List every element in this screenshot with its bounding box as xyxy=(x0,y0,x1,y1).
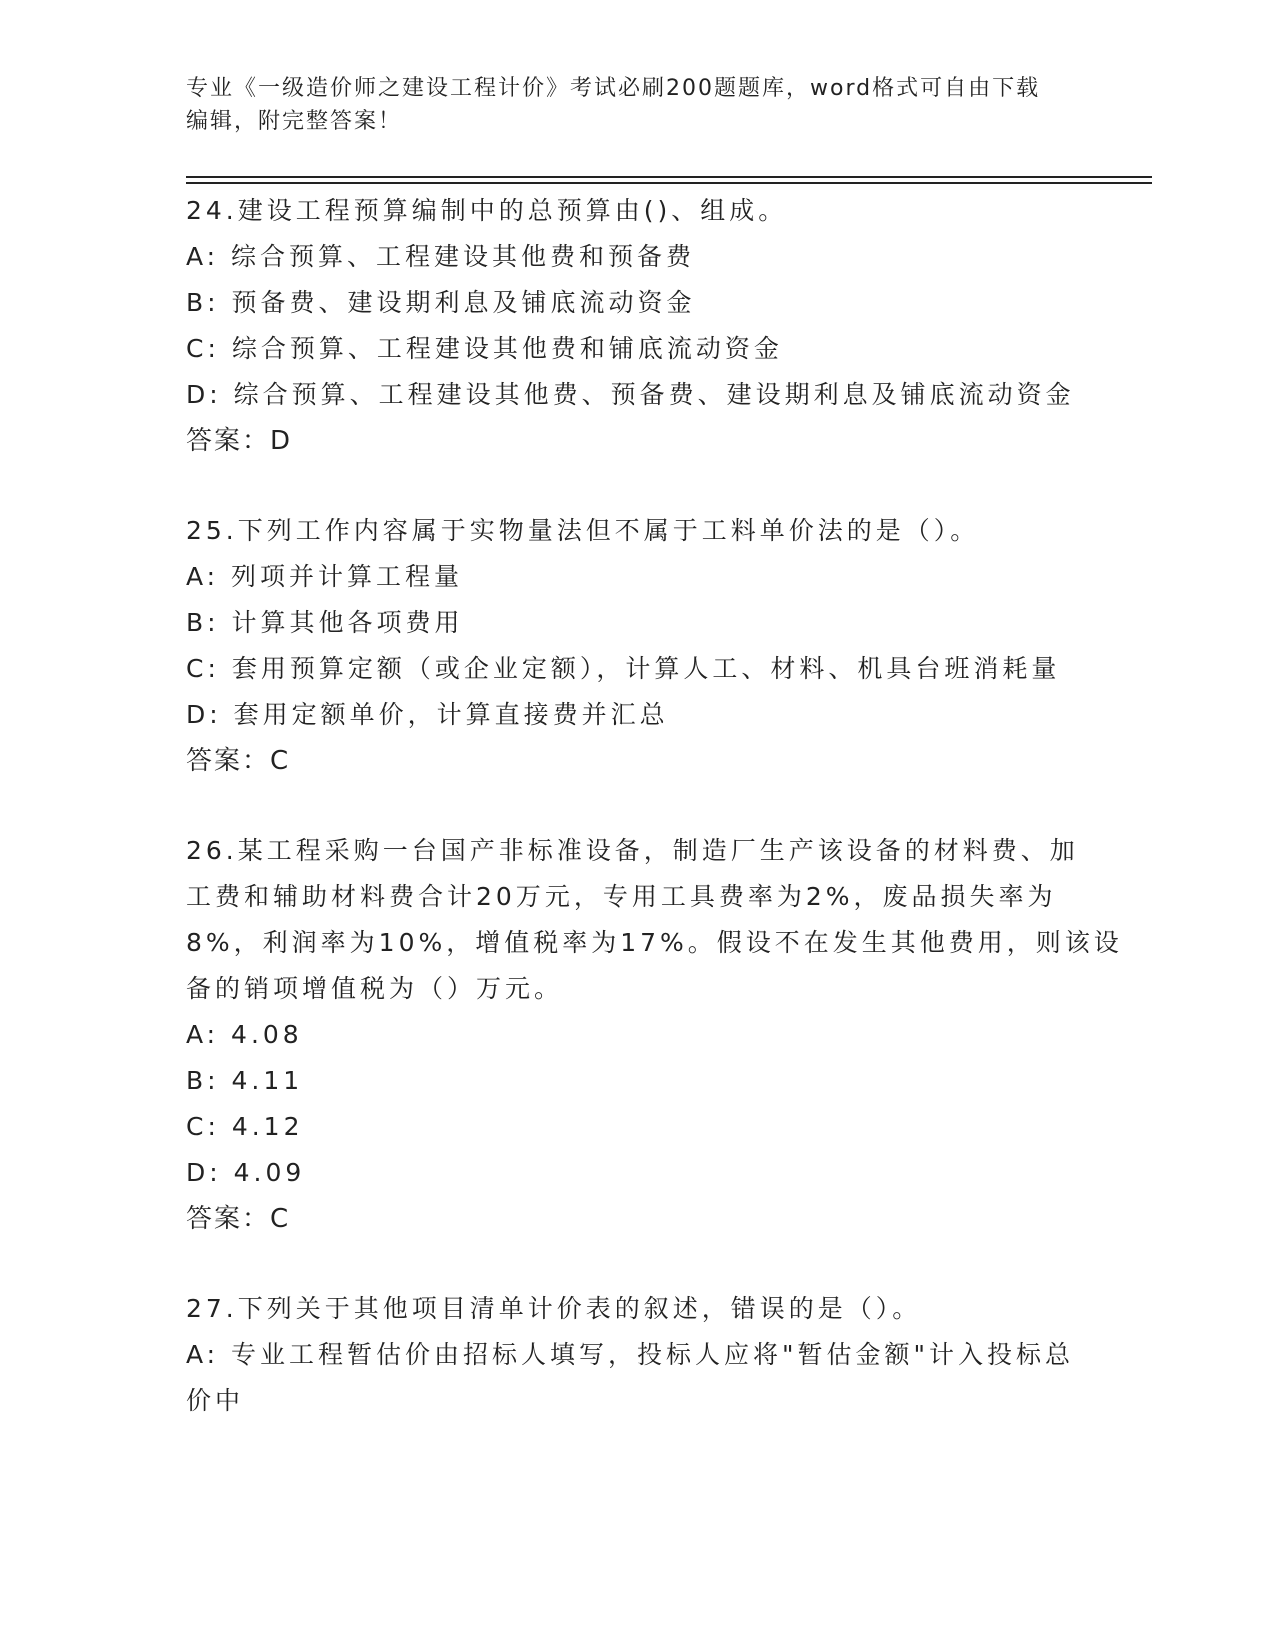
question-stem-line: 工费和辅助材料费合计20万元，专用工具费率为2%，废品损失率为 xyxy=(186,882,1057,911)
question-stem-line: 26.某工程采购一台国产非标准设备，制造厂生产该设备的材料费、加 xyxy=(186,836,1079,865)
header-divider-top xyxy=(186,176,1152,178)
question-stem: 27.下列关于其他项目清单计价表的叙述，错误的是（）。 xyxy=(186,1294,922,1323)
question-24 xyxy=(186,188,1076,464)
option-a-line: 价中 xyxy=(186,1386,245,1415)
question-27 xyxy=(186,1286,1076,1424)
option-a: A: 列项并计算工程量 xyxy=(186,562,464,591)
header-line-2: 编辑，附完整答案！ xyxy=(186,109,403,134)
question-list xyxy=(186,188,1123,1424)
option-a: A: 4.08 xyxy=(186,1020,303,1049)
question-stem-line: 8%，利润率为10%，增值税率为17%。假设不在发生其他费用，则该设 xyxy=(186,928,1123,957)
option-b: B: 预备费、建设期利息及铺底流动资金 xyxy=(186,288,696,317)
question-stem: 24.建设工程预算编制中的总预算由()、组成。 xyxy=(186,196,788,225)
question-stem: 25.下列工作内容属于实物量法但不属于工料单价法的是（）。 xyxy=(186,516,980,545)
option-c: C: 4.12 xyxy=(186,1112,304,1141)
option-a: A: 综合预算、工程建设其他费和预备费 xyxy=(186,242,696,271)
question-26 xyxy=(186,828,1123,1242)
answer: 答案：C xyxy=(186,1204,291,1234)
option-d: D: 综合预算、工程建设其他费、预备费、建设期利息及铺底流动资金 xyxy=(186,380,1075,409)
header-divider-bottom xyxy=(186,182,1152,184)
document-header xyxy=(186,72,1066,138)
option-a-line: A: 专业工程暂估价由招标人填写，投标人应将"暂估金额"计入投标总 xyxy=(186,1340,1075,1369)
option-b: B: 计算其他各项费用 xyxy=(186,608,464,637)
option-b: B: 4.11 xyxy=(186,1066,304,1095)
option-c: C: 综合预算、工程建设其他费和铺底流动资金 xyxy=(186,334,783,363)
option-d: D: 套用定额单价，计算直接费并汇总 xyxy=(186,700,669,729)
option-c: C: 套用预算定额（或企业定额），计算人工、材料、机具台班消耗量 xyxy=(186,654,1061,683)
answer: 答案：C xyxy=(186,746,291,776)
question-stem-line: 备的销项增值税为（）万元。 xyxy=(186,974,564,1003)
answer: 答案：D xyxy=(186,426,293,456)
question-25 xyxy=(186,508,1076,784)
header-line-1: 专业《一级造价师之建设工程计价》考试必刷200题题库，word格式可自由下载 xyxy=(186,76,1041,101)
option-d: D: 4.09 xyxy=(186,1158,306,1187)
